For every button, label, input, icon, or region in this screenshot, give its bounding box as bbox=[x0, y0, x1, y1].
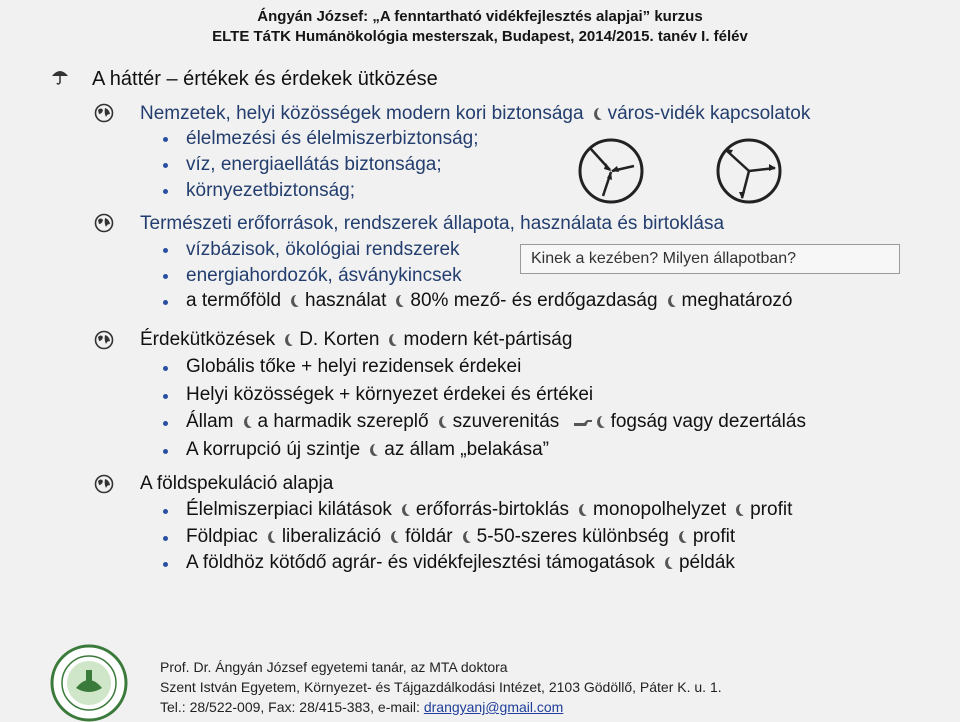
converging-arrows-icon bbox=[576, 136, 646, 206]
phrase: profit bbox=[750, 499, 793, 520]
list-item: környezetbiztonság; bbox=[186, 180, 355, 201]
bullet bbox=[163, 274, 168, 279]
bullet bbox=[163, 189, 168, 194]
phrase: 5-50-szeres különbség bbox=[476, 526, 669, 547]
globe-icon bbox=[94, 330, 114, 350]
list-item bbox=[186, 526, 735, 548]
program-subtitle: ELTE TáTK Humánökológia mesterszak, Budapest, 2014/2015. tanév I. félév bbox=[212, 28, 748, 45]
crescent-arrow-icon bbox=[736, 504, 744, 516]
diverging-arrows-icon bbox=[714, 136, 784, 206]
phrase: Élelmiszerpiaci kilátások bbox=[186, 499, 392, 520]
phrase: profit bbox=[692, 526, 736, 547]
phrase: D. Korten bbox=[299, 329, 380, 350]
phrase: az állam „belakása” bbox=[384, 439, 549, 460]
list-item: Helyi közösségek + környezet érdekei és értékei bbox=[186, 384, 594, 405]
bullet bbox=[163, 449, 168, 454]
list-item: Globális tőke + helyi rezidensek érdekei bbox=[186, 356, 522, 377]
section2-heading: Természeti erőforrások, rendszerek állapota, használata és birtoklása bbox=[140, 213, 725, 234]
list-item bbox=[186, 290, 792, 312]
crescent-arrow-icon bbox=[370, 444, 378, 456]
list-item bbox=[186, 499, 792, 521]
section1-heading-b: város-vidék kapcsolatok bbox=[607, 103, 811, 124]
section4-heading: A földspekuláció alapja bbox=[140, 473, 334, 494]
umbrella-icon bbox=[50, 66, 70, 86]
globe-icon bbox=[94, 213, 114, 233]
page-title: A háttér – értékek és érdekek ütközése bbox=[92, 68, 438, 90]
bullet bbox=[163, 300, 168, 305]
callout-box: Kinek a kezében? Milyen állapotban? bbox=[520, 244, 900, 274]
crescent-arrow-icon bbox=[291, 295, 299, 307]
list-item: élelmezési és élelmiszerbiztonság; bbox=[186, 128, 479, 149]
bullet bbox=[163, 509, 168, 514]
crescent-arrow-icon bbox=[597, 416, 605, 428]
crescent-arrow-icon bbox=[579, 504, 587, 516]
bullet bbox=[163, 366, 168, 371]
phrase: fogság vagy dezertálás bbox=[610, 411, 806, 432]
footer-contact bbox=[160, 699, 563, 715]
section1-heading-a: Nemzetek, helyi közösségek modern kori biztonsága bbox=[140, 103, 584, 124]
crescent-arrow-icon bbox=[594, 108, 602, 120]
phrase: Állam bbox=[186, 411, 234, 432]
list-item: vízbázisok, ökológiai rendszerek bbox=[186, 239, 460, 260]
bullet bbox=[163, 536, 168, 541]
phrase: szuverenitás bbox=[452, 411, 560, 432]
footer-address: Szent István Egyetem, Környezet- és Tájgazdálkodási Intézet, 2103 Gödöllő, Páter K. u. 1. bbox=[160, 679, 722, 695]
bullet bbox=[163, 248, 168, 253]
phrase: modern két-pártiság bbox=[403, 329, 573, 350]
phrase: példák bbox=[678, 552, 735, 573]
bullet bbox=[163, 562, 168, 567]
footer-author: Prof. Dr. Ángyán József egyetemi tanár, az MTA doktora bbox=[160, 659, 508, 675]
phrase: A korrupció új szintje bbox=[186, 439, 361, 460]
globe-icon bbox=[94, 474, 114, 494]
phrase: használat bbox=[305, 290, 387, 311]
crescent-arrow-icon bbox=[285, 334, 293, 346]
crescent-arrow-icon bbox=[439, 416, 447, 428]
crescent-arrow-icon bbox=[268, 531, 276, 543]
section3-heading bbox=[140, 329, 572, 351]
phrase: a termőföld bbox=[186, 290, 282, 311]
crescent-arrow-icon bbox=[402, 504, 410, 516]
footer-phone-fax: Tel.: 28/522-009, Fax: 28/415-383, e-mail: bbox=[160, 699, 424, 715]
phrase: A földhöz kötődő agrár- és vidékfejlesztési támogatások bbox=[186, 552, 655, 573]
phrase: 80% mező- és erdőgazdaság bbox=[410, 290, 658, 311]
phrase: Földpiac bbox=[186, 526, 258, 547]
bullet bbox=[163, 394, 168, 399]
email-link[interactable]: drangyanj@gmail.com bbox=[423, 699, 564, 715]
list-item bbox=[186, 411, 806, 433]
phrase: a harmadik szereplő bbox=[257, 411, 429, 432]
phrase: földár bbox=[405, 526, 453, 547]
crescent-arrow-icon bbox=[679, 531, 687, 543]
course-title: Ángyán József: „A fenntartható vidékfejlesztés alapjai” kurzus bbox=[257, 8, 703, 25]
crescent-arrow-icon bbox=[463, 531, 471, 543]
phrase: Érdekütközések bbox=[140, 329, 276, 350]
crescent-arrow-icon bbox=[665, 557, 673, 569]
university-seal-icon bbox=[50, 644, 128, 722]
bullet bbox=[163, 421, 168, 426]
hand-pointing-icon bbox=[573, 415, 593, 429]
crescent-arrow-icon bbox=[668, 295, 676, 307]
crescent-arrow-icon bbox=[396, 295, 404, 307]
list-item bbox=[186, 439, 549, 461]
phrase: monopolhelyzet bbox=[593, 499, 727, 520]
bullet bbox=[163, 163, 168, 168]
section1-heading bbox=[140, 103, 810, 125]
phrase: liberalizáció bbox=[281, 526, 382, 547]
crescent-arrow-icon bbox=[391, 531, 399, 543]
list-item: víz, energiaellátás biztonsága; bbox=[186, 154, 442, 175]
globe-icon bbox=[94, 103, 114, 123]
list-item bbox=[186, 552, 735, 574]
list-item: energiahordozók, ásványkincsek bbox=[186, 265, 462, 286]
phrase: erőforrás-birtoklás bbox=[415, 499, 570, 520]
bullet bbox=[163, 137, 168, 142]
phrase: meghatározó bbox=[681, 290, 793, 311]
crescent-arrow-icon bbox=[389, 334, 397, 346]
crescent-arrow-icon bbox=[244, 416, 252, 428]
